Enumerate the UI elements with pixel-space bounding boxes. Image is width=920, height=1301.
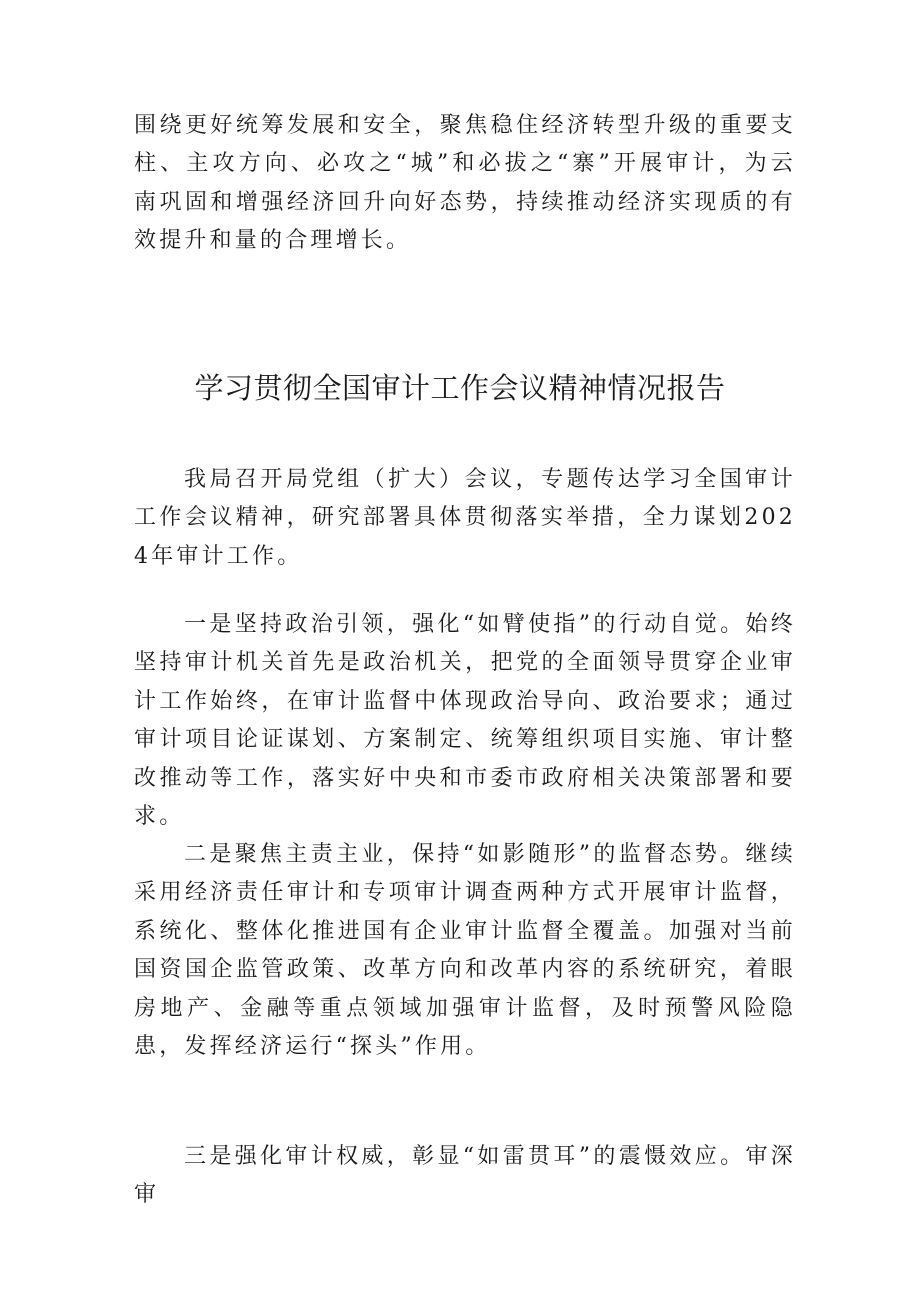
body-paragraph-opening: 我局召开局党组（扩大）会议，专题传达学习全国审计工作会议精神，研究部署具体贯彻落实举措，全力谋划2024年审计工作。 — [134, 467, 796, 569]
body-paragraph-point-one: 一是坚持政治引领，强化“如臂使指”的行动自觉。始终坚持审计机关首先是政治机关，把党的全面领导贯穿企业审计工作始终，在审计监督中体现政治导向、政治要求；通过审计项目论证谋划、方案制定、统筹组织项目实施、审计整改推动等工作，落实好中央和市委市政府相关决策部署和要求。 — [134, 612, 796, 830]
report-title: 学习贯彻全国审计工作会议精神情况报告 — [194, 371, 726, 405]
body-paragraph-point-three: 三是强化审计权威，彰显“如雷贯耳”的震慑效应。审深审 — [134, 1144, 796, 1208]
body-paragraph-point-two: 二是聚焦主责主业，保持“如影随形”的监督态势。继续采用经济责任审计和专项审计调查两种方式开展审计监督，系统化、整体化推进国有企业审计监督全覆盖。加强对当前国资国企监管政策、改革方向和改革内容的系统研究，着眼房地产、金融等重点领域加强审计监督，及时预警风险隐患，发挥经济运行“探头”作用。 — [134, 842, 796, 1060]
intro-continuation-paragraph: 围绕更好统筹发展和安全，聚焦稳住经济转型升级的重要支柱、主攻方向、必攻之“城”和必拔之“寨”开展审计，为云南巩固和增强经济回升向好态势，持续推动经济实现质的有效提升和量的合理增长。 — [134, 113, 796, 254]
